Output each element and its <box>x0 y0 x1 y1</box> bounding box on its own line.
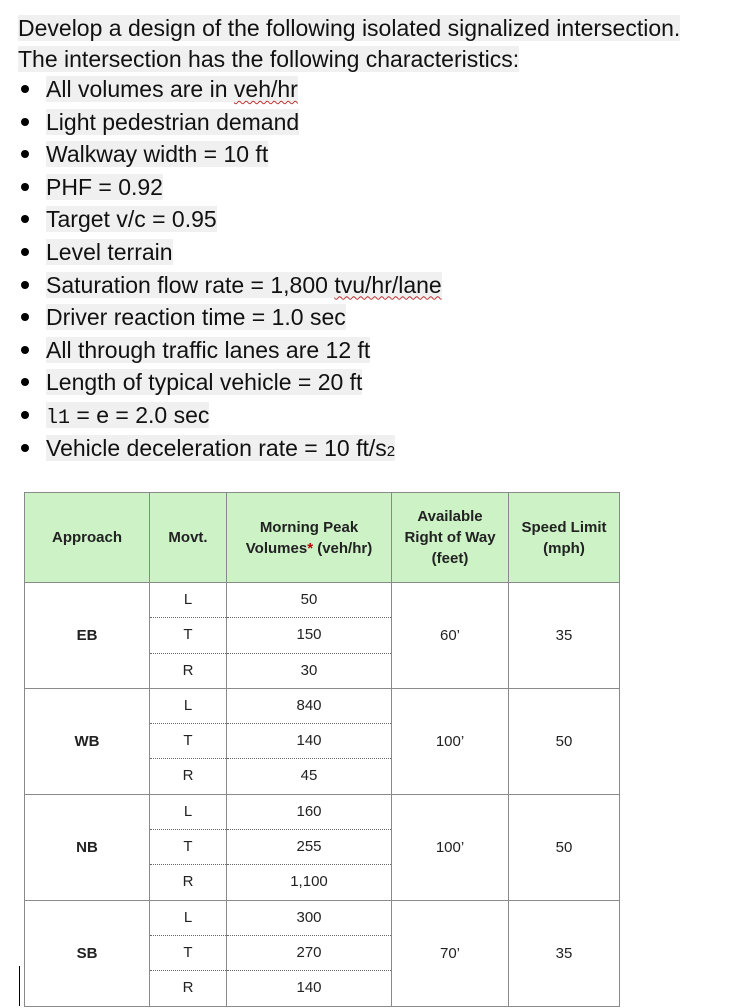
list-item: Saturation flow rate = 1,800 tvu/hr/lane <box>18 269 442 302</box>
table-row <box>25 794 620 900</box>
volume-value: 840 <box>227 689 391 724</box>
volume-cell <box>227 900 392 1006</box>
list-item: l1 = e = 2.0 sec <box>18 399 442 432</box>
list-item: Driver reaction time = 1.0 sec <box>18 301 442 334</box>
intersection-data-table <box>24 492 620 1007</box>
speed-limit-cell: 35 <box>509 583 620 689</box>
movement-cell <box>150 688 227 794</box>
movement-value: R <box>182 873 194 891</box>
list-item: Target v/c = 0.95 <box>18 203 442 236</box>
approach-cell: SB <box>25 900 150 1006</box>
movement-value: R <box>182 661 194 679</box>
list-item: Level terrain <box>18 236 442 269</box>
volume-cell <box>227 688 392 794</box>
volume-cell <box>227 583 392 689</box>
list-item: Light pedestrian demand <box>18 106 442 139</box>
table-row <box>25 688 620 794</box>
list-item: All volumes are in veh/hr <box>18 73 442 106</box>
characteristics-list <box>18 73 442 464</box>
table-row <box>25 583 620 689</box>
list-item: Length of typical vehicle = 20 ft <box>18 366 442 399</box>
text-cursor <box>19 966 20 1006</box>
speed-limit-cell: 35 <box>509 900 620 1006</box>
list-item: PHF = 0.92 <box>18 171 442 204</box>
list-item: Vehicle deceleration rate = 10 ft/s2 <box>18 432 442 465</box>
header-movt: Movt. <box>150 493 227 583</box>
speed-limit-cell: 50 <box>509 688 620 794</box>
table-header-row <box>25 493 620 583</box>
movement-value: L <box>150 901 226 936</box>
volume-value: 160 <box>227 795 391 830</box>
volume-value: 1,100 <box>290 873 328 891</box>
list-item: Walkway width = 10 ft <box>18 138 442 171</box>
right-of-way-cell: 100’ <box>392 794 509 900</box>
bullet-icon <box>21 150 29 158</box>
right-of-way-cell: 60’ <box>392 583 509 689</box>
movement-cell <box>150 794 227 900</box>
movement-value: T <box>150 830 226 865</box>
table-row <box>25 900 620 1006</box>
volume-value: 300 <box>227 901 391 936</box>
movement-value: T <box>150 618 226 653</box>
volume-value: 30 <box>300 661 318 679</box>
bullet-icon <box>21 411 29 419</box>
right-of-way-cell: 70’ <box>392 900 509 1006</box>
movement-value: T <box>150 936 226 971</box>
movement-value: R <box>182 767 194 785</box>
bullet-icon <box>21 378 29 386</box>
volume-value: 140 <box>296 979 322 997</box>
intro-line-1: Develop a design of the following isolated signalized intersection. <box>18 15 681 41</box>
volume-value: 45 <box>300 767 318 785</box>
header-volumes: Morning Peak Volumes* (veh/hr) <box>227 493 392 583</box>
header-speed-limit: Speed Limit (mph) <box>509 493 620 583</box>
bullet-icon <box>21 248 29 256</box>
bullet-icon <box>21 118 29 126</box>
movement-value: L <box>150 689 226 724</box>
speed-limit-cell: 50 <box>509 794 620 900</box>
approach-cell: EB <box>25 583 150 689</box>
movement-value: R <box>182 979 194 997</box>
header-right-of-way: Available Right of Way (feet) <box>392 493 509 583</box>
list-item: All through traffic lanes are 12 ft <box>18 334 442 367</box>
approach-cell: WB <box>25 688 150 794</box>
movement-value: L <box>150 795 226 830</box>
movement-cell <box>150 583 227 689</box>
bullet-icon <box>21 313 29 321</box>
bullet-icon <box>21 281 29 289</box>
volume-value: 270 <box>227 936 391 971</box>
bullet-icon <box>21 183 29 191</box>
volume-value: 140 <box>227 724 391 759</box>
bullet-icon <box>21 215 29 223</box>
intro-paragraph <box>18 12 680 74</box>
movement-cell <box>150 900 227 1006</box>
bullet-icon <box>21 346 29 354</box>
volume-cell <box>227 794 392 900</box>
volume-value: 50 <box>227 583 391 618</box>
header-approach: Approach <box>25 493 150 583</box>
bullet-icon <box>21 444 29 452</box>
volume-value: 150 <box>227 618 391 653</box>
movement-value: L <box>150 583 226 618</box>
approach-cell: NB <box>25 794 150 900</box>
volume-value: 255 <box>227 830 391 865</box>
right-of-way-cell: 100’ <box>392 688 509 794</box>
intro-line-2: The intersection has the following characteristics: <box>18 46 520 72</box>
bullet-icon <box>21 85 29 93</box>
movement-value: T <box>150 724 226 759</box>
